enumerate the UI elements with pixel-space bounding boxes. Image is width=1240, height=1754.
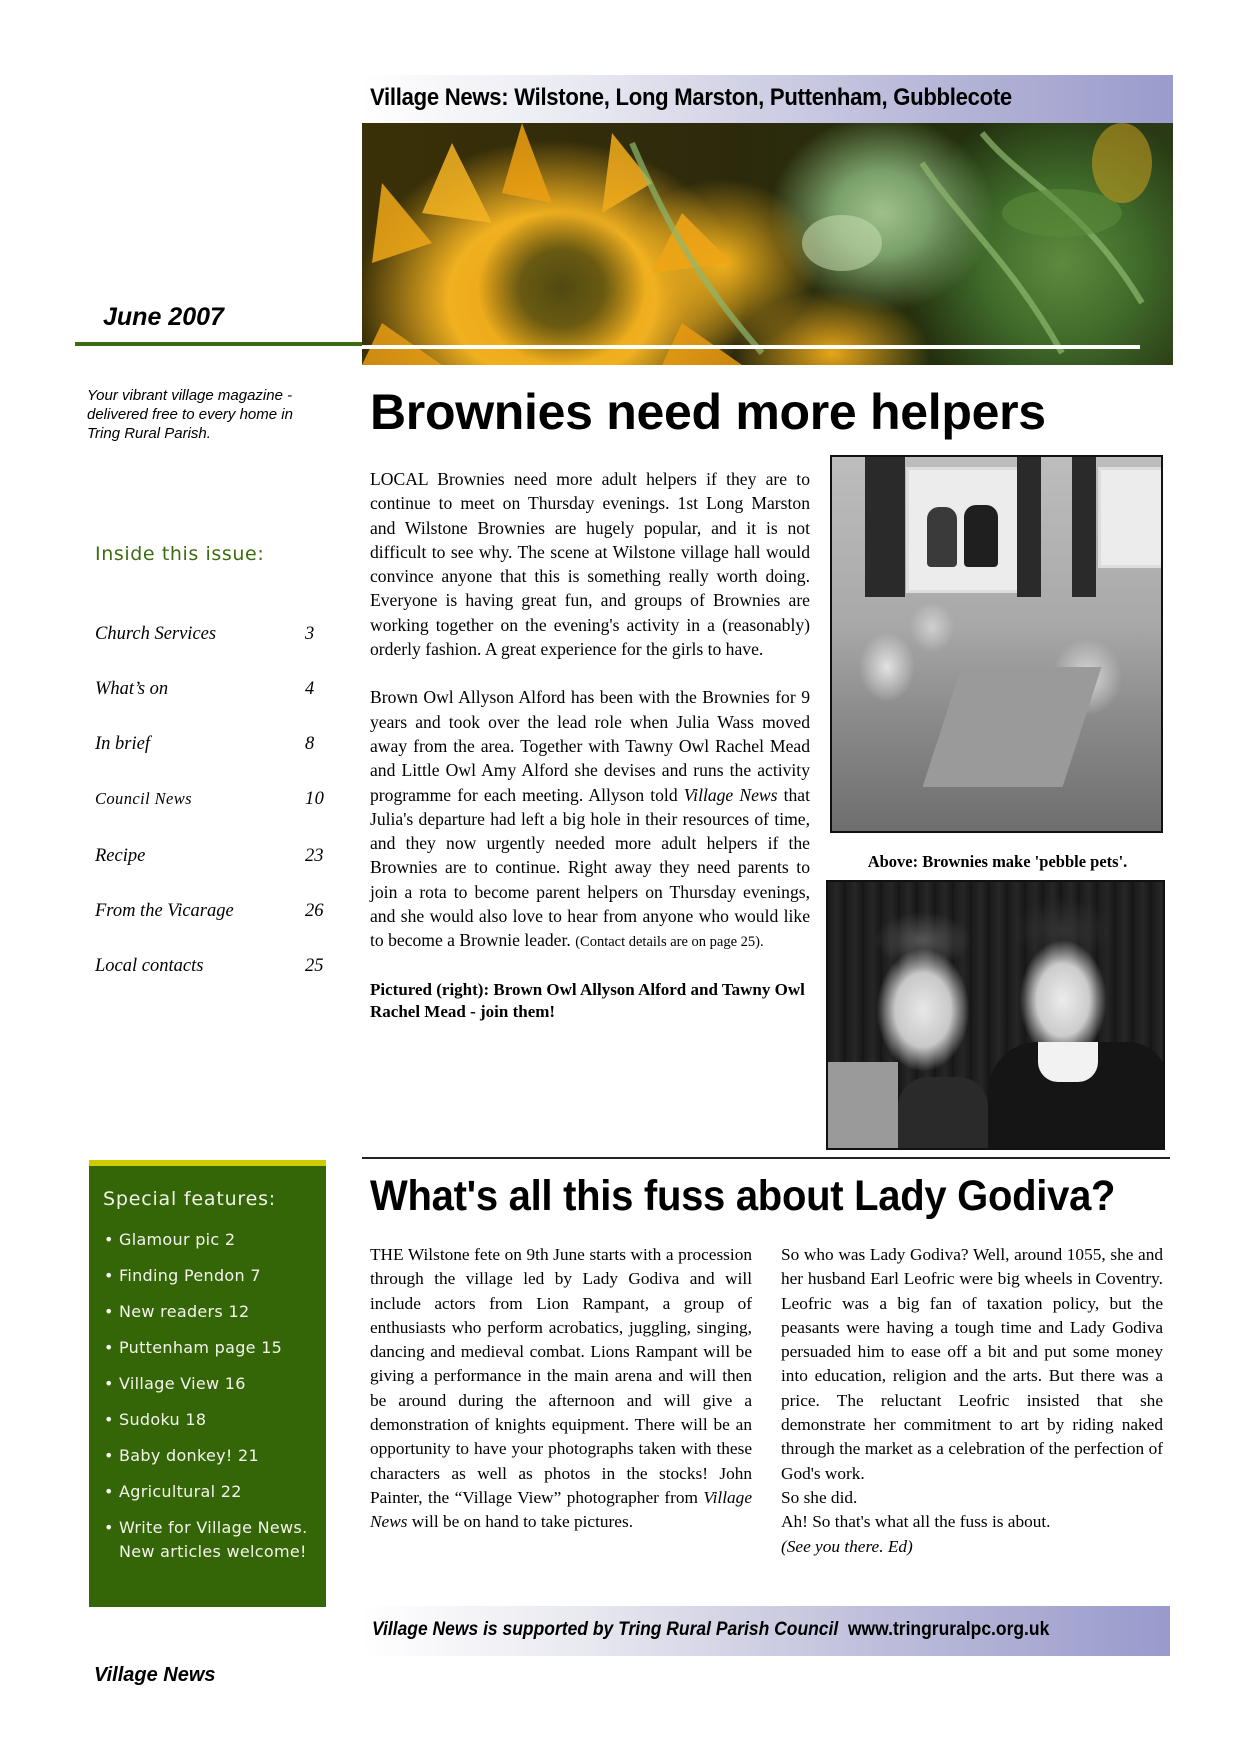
publication-name: Village News [370,1487,752,1532]
toc-item-page: 4 [305,679,315,699]
issue-date: June 2007 [103,303,224,331]
bud-shape [1092,123,1152,203]
footer-support-text [372,1619,1049,1641]
article-paragraph: So who was Lady Godiva? Well, around 1055, she and her husband Earl Leofric were big wheels in Coventry. Leofric was a big fan of taxation policy, but the peasants were having a tough time and Lady Godiva persuaded him to ease off a bit and put some money into education, religion and the arts. But there was a price. The reluctant Leofric insisted that she demonstrate her commitment to art by riding naked through the market as a celebration of the perfection of God's work. [781,1245,1163,1483]
curtain-shape [1072,457,1096,597]
feature-item[interactable]: • New readers 12 [101,1300,321,1324]
petal-shape [422,143,492,223]
person-shape [927,507,957,567]
person-shape [964,505,998,567]
table-shape [923,667,1102,787]
photo-credit-caption: Pictured (right): Brown Owl Allyson Alford and Tawny Owl Rachel Mead - join them! [370,979,805,1021]
page-footer-label: Village News [94,1664,216,1686]
article-headline-brownies: Brownies need more helpers [370,384,1046,440]
leaf-shape [1002,189,1122,237]
toc-item-label: Recipe [95,846,146,866]
hero-rule [362,345,1140,349]
toc-item-page: 23 [305,846,324,866]
toc-item-page: 25 [305,956,324,976]
feature-item[interactable]: • Glamour pic 2 [101,1228,321,1252]
petal-shape [662,323,742,365]
article-paragraph: LOCAL Brownies need more adult helpers if they are to continue to meet on Thursday evenings. 1st Long Marston and Wilstone Brownies are hugely popular, and it is not difficult to see why. The scene at Wilstone village hall would convince anyone that this is something really worth doing. Everyone is having great fun, and groups of Brownies are working together on the evening's activity in a (reasonably) orderly fashion. A great experience for the girls to have. [370,469,810,660]
toc-item[interactable] [95,679,335,703]
jacket-shape [898,1077,988,1150]
feature-item[interactable]: • Finding Pendon 7 [101,1264,321,1288]
article-paragraph: So she did. [781,1487,858,1507]
toc-item[interactable] [95,734,335,758]
special-features-title: Special features: [103,1188,276,1210]
article-column-left [370,1243,752,1535]
article-text: Brown Owl Allyson Alford has been with the Brownies for 9 years and took over the lead role when Julia Wass moved away from the area. Together with Tawny Owl Rachel Mead and Little Owl Amy Alford she devises and runs the activity programme for each meeting. Allyson told [370,687,810,805]
toc-item-page: 8 [305,734,315,754]
feature-item[interactable]: • Village View 16 [101,1372,321,1396]
masthead-title: Village News: Wilstone, Long Marston, Puttenham, Gubblecote [370,84,1012,111]
article-paragraph: Ah! So that's what all the fuss is about. [781,1512,1051,1532]
special-features-list [101,1228,321,1576]
window-shape [1098,467,1163,568]
masthead-banner [362,75,1173,123]
editor-note: (See you there. Ed) [781,1536,913,1556]
photo-brownies-table [830,455,1163,833]
toc-item-page: 26 [305,901,324,921]
article-column-right [781,1243,1163,1559]
article-text: THE Wilstone fete on 9th June starts with a procession through the village led by Lady Godiva and will include actors from Lion Rampant, a group of enthusiasts who perform acrobatics, juggling, singing, dancing and medieval combat. Lions Rampant will be giving a performance in the main arena and will then be around during the afternoon and will give a demonstration of knights equipment. There will be an opportunity to have your photographs taken with these characters as well as photos in the stocks! John Painter, the “Village View” photographer from [370,1245,752,1507]
publication-name: Village News [683,784,778,805]
feature-item[interactable]: • Sudoku 18 [101,1408,321,1432]
petal-shape [372,183,432,263]
curtain-shape [1017,457,1041,597]
section-divider [362,1157,1170,1159]
toc-item[interactable] [95,956,335,980]
photo-brown-owl-tawny-owl [826,880,1165,1150]
feature-item[interactable]: • Baby donkey! 21 [101,1444,321,1468]
shirt-shape [828,1062,898,1150]
toc-heading: Inside this issue: [95,543,265,565]
council-website-link[interactable]: www.tringruralpc.org.uk [847,1619,1050,1640]
date-rule [75,342,362,346]
petal-shape [502,123,552,203]
sunflower-illustration [362,123,1173,365]
special-features-box [89,1160,326,1607]
toc-item-label: From the Vicarage [95,901,234,921]
support-statement: Village News is supported by Tring Rural Parish Council [372,1619,839,1640]
photo-caption: Above: Brownies make 'pebble pets'. [867,852,1128,871]
toc-item[interactable] [95,901,335,925]
article-headline-godiva: What's all this fuss about Lady Godiva? [370,1172,1116,1220]
toc-item-label: In brief [95,734,150,754]
leaf-shape [802,215,882,271]
article-paragraph [370,1243,752,1535]
toc-item-page: 3 [305,624,315,644]
tagline: Your vibrant village magazine - delivered free to every home in Tring Rural Parish. [87,387,293,442]
toc-item-label: Church Services [95,624,217,644]
toc-item-label: Council News [95,789,192,808]
toc-item-label: Local contacts [95,956,204,976]
curtain-shape [865,457,905,597]
contact-note: (Contact details are on page 25). [575,934,764,951]
toc-item-page: 10 [305,789,325,809]
feature-item[interactable]: • Write for Village News. New articles welcome! [101,1516,321,1564]
article-body-brownies [370,467,810,1047]
toc-item[interactable] [95,789,335,813]
toc-item-label: What’s on [95,679,169,699]
article-text: will be on hand to take pictures. [407,1512,634,1532]
petal-shape [362,323,442,365]
hero-sunflower-image [362,123,1173,365]
toc-item[interactable] [95,846,335,870]
article-paragraph [370,685,810,954]
feature-item[interactable]: • Agricultural 22 [101,1480,321,1504]
feature-item[interactable]: • Puttenham page 15 [101,1336,321,1360]
toc-item[interactable] [95,624,335,648]
article-text: that Julia's departure had left a big hole in their resources of time, and they now urgently needed more adult helpers if the Brownies are to continue. Right away they need parents to join a rota to become parent helpers on Thursday evenings, and she would also love to hear from anyone who would like to become a Brownie leader. [370,784,810,951]
footer-banner [362,1606,1170,1656]
collar-shape [1038,1042,1098,1082]
